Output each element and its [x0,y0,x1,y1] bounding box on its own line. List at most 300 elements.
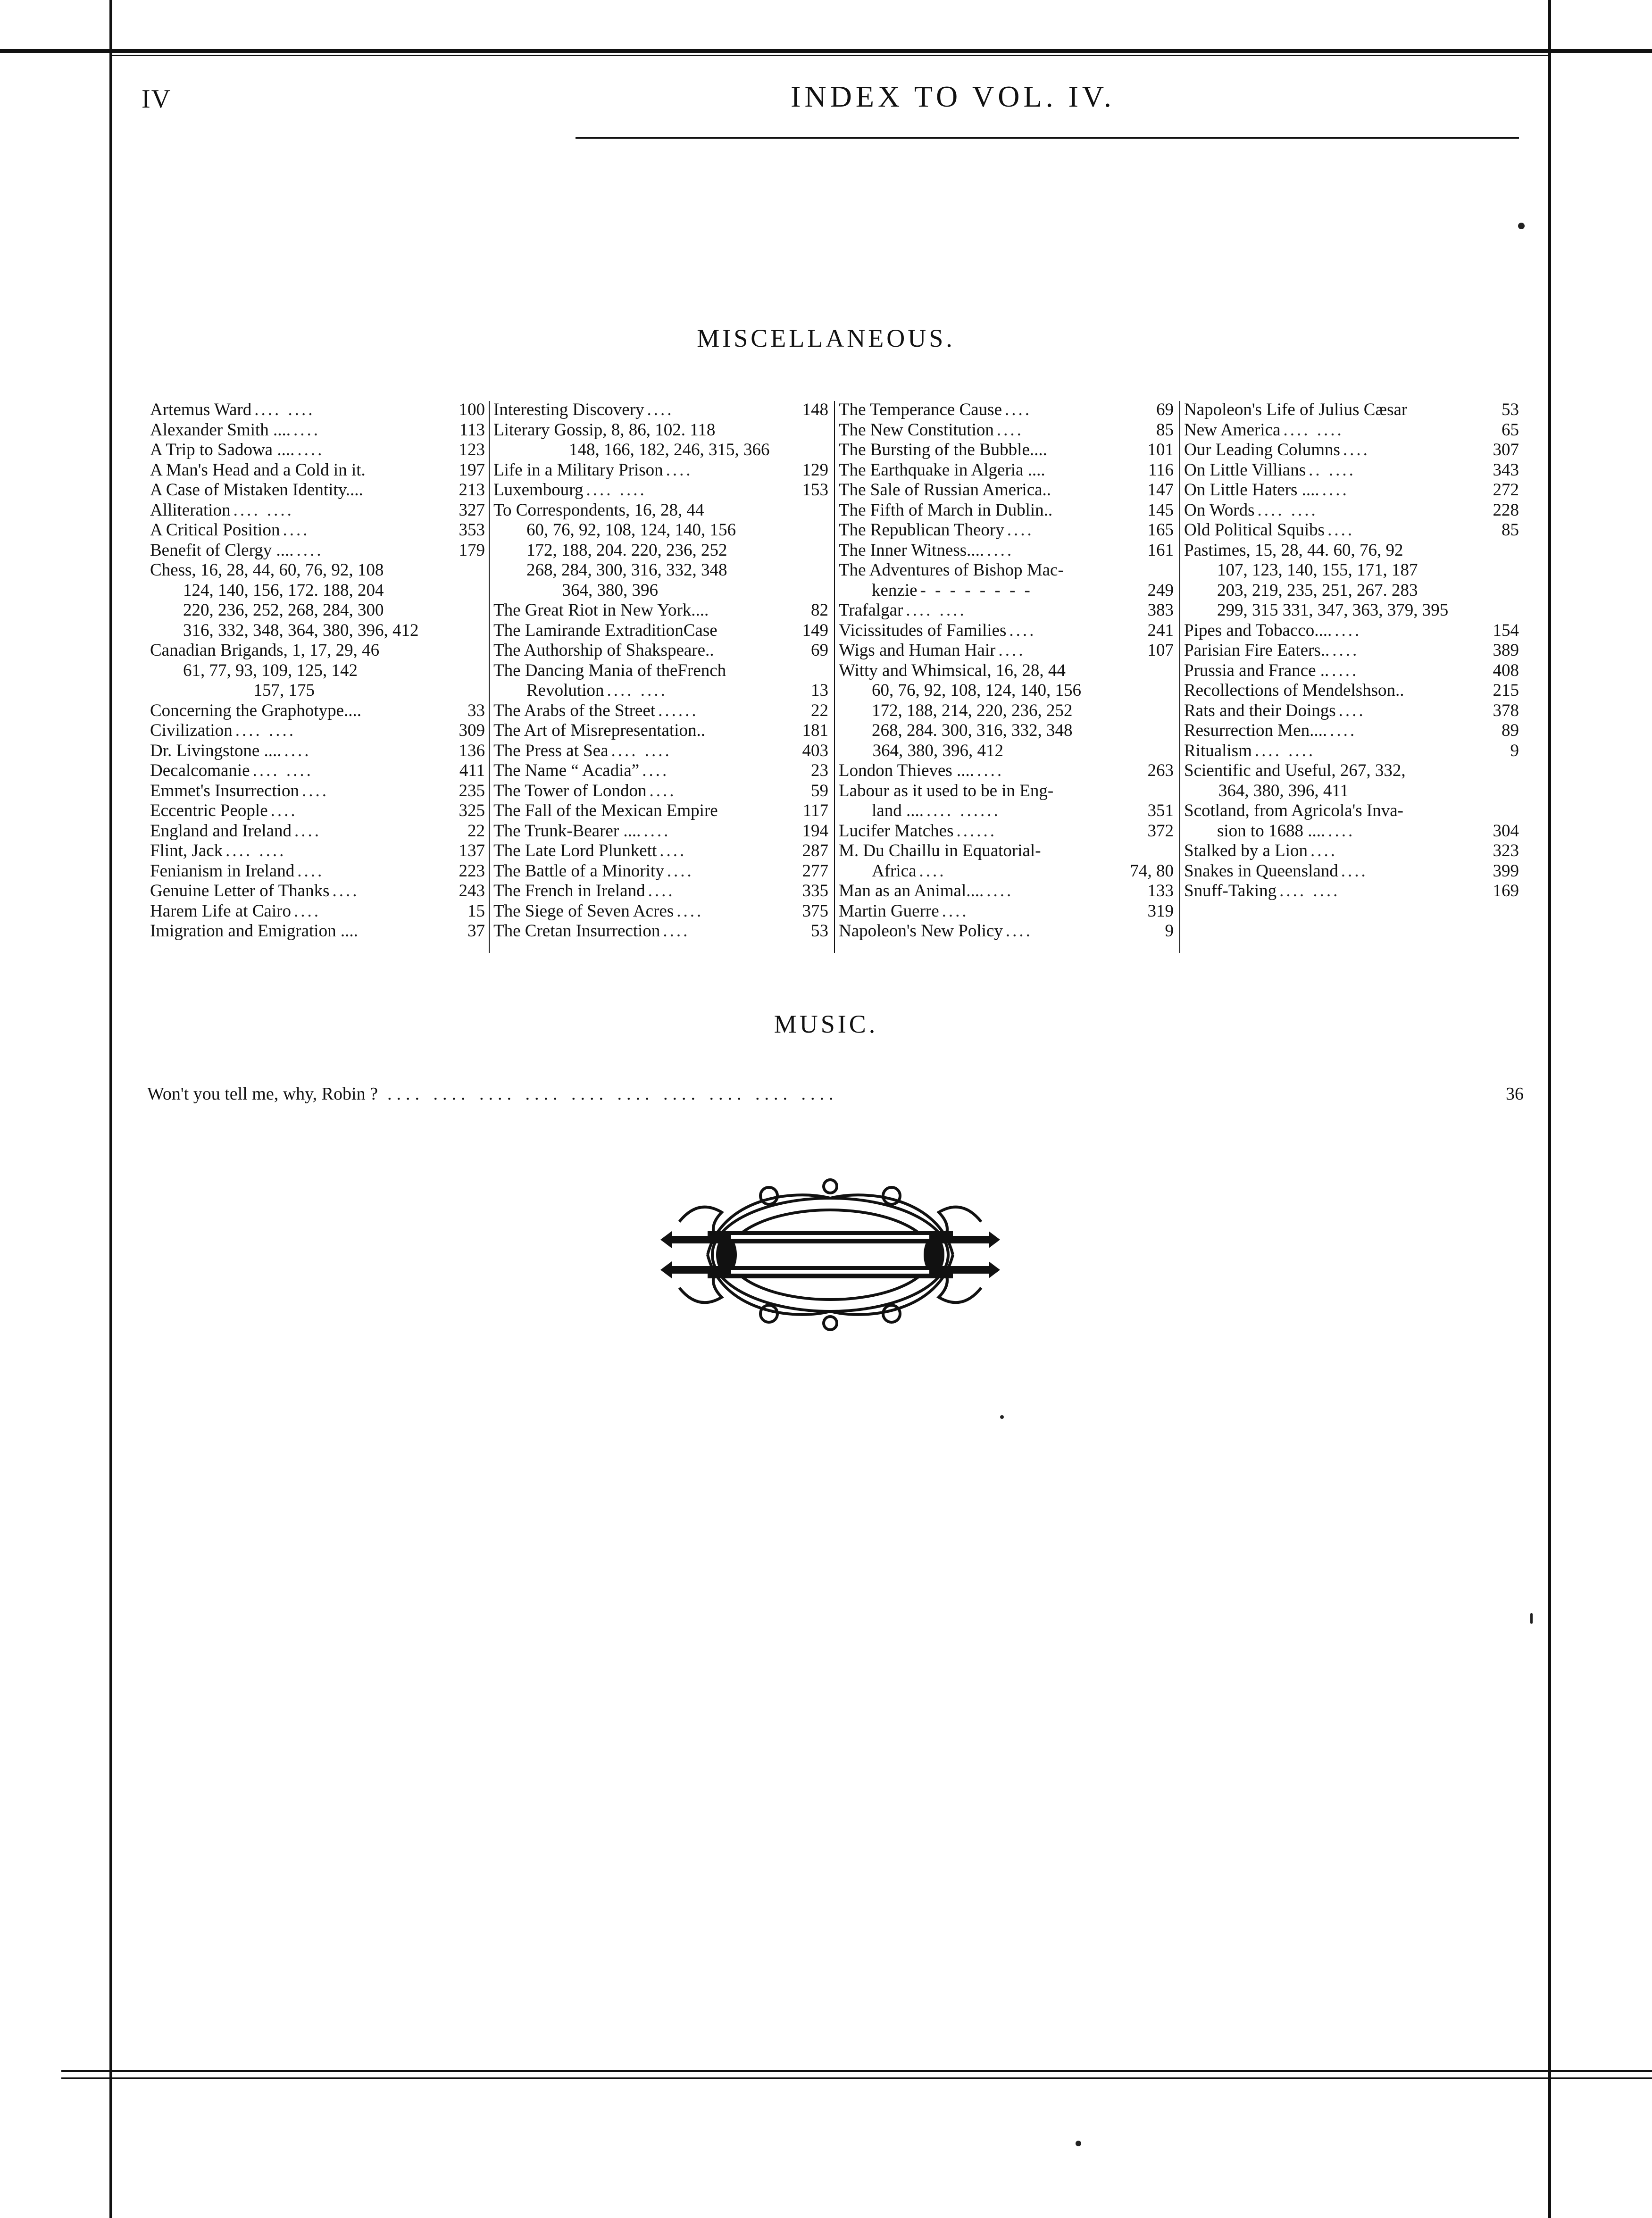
index-entry [493,581,828,601]
music-entry-title: Won't you tell me, why, Robin ? [147,1084,378,1104]
index-entry [1184,681,1519,701]
index-entry-page: 69 [811,641,828,660]
index-entry-page: 319 [1147,901,1174,921]
index-entry-page: 287 [802,841,828,860]
index-entry-page: 9 [1165,921,1174,941]
index-entry-title: The Cretan Insurrection [493,921,660,941]
index-entry-title: 203, 219, 235, 251, 267. 283 [1217,580,1418,600]
index-entry-title: Luxembourg [493,480,584,500]
index-entry-page: 277 [802,861,828,881]
index-entry [150,681,485,701]
index-entry-title: A Man's Head and a Cold in it. [150,460,366,480]
index-entry-page: 89 [1502,721,1519,740]
index-entry-page: 309 [459,721,485,740]
index-entry-title: Imigration and Emigration .... [150,921,358,941]
tailpiece-ornament [651,1170,1010,1340]
index-entry [150,901,485,922]
index-entry [150,420,485,441]
index-entry-title: Martin Guerre [839,901,939,921]
index-entry-title: Interesting Discovery [493,400,644,419]
index-entry-page: 123 [459,440,485,459]
section-title-miscellaneous: MISCELLANEOUS. [697,324,955,352]
index-entry-page: 181 [802,721,828,740]
index-entry-page: 129 [802,460,828,480]
index-entry [493,681,828,701]
index-entry-title: The Bursting of the Bubble.... [839,440,1047,459]
index-entry-page: 249 [1147,580,1174,600]
leader-dots: .... .... [254,400,315,419]
index-entry-title: Genuine Letter of Thanks [150,881,330,901]
index-entry-page: 389 [1493,641,1519,660]
leader-dots: .... [284,741,311,760]
index-entry-title: The Press at Sea [493,741,609,760]
index-entry-title: The Battle of a Minority [493,861,664,881]
index-entry [493,861,828,882]
index-entry-title: Eccentric People [150,801,268,820]
index-entry-title: Ritualism [1184,741,1252,760]
index-entry-title: The Authorship of Shakspeare.. [493,641,714,660]
index-entry-title: Harem Life at Cairo [150,901,291,921]
index-entry [1184,781,1519,801]
index-entry [493,721,828,741]
index-entry [1184,701,1519,721]
leader-dots: .... [1310,841,1338,860]
index-entry [150,841,485,861]
index-entry [839,801,1174,821]
index-entry [150,480,485,500]
leader-dots: .... [648,881,675,901]
index-entry-title: The Trunk-Bearer .... [493,821,641,841]
index-entry-title: Canadian Brigands, 1, 17, 29, 46 [150,641,380,660]
index-entry-title: The Siege of Seven Acres [493,901,674,921]
index-entry [1184,440,1519,460]
index-entry-title: 107, 123, 140, 155, 171, 187 [1217,560,1418,580]
index-entry-title: 157, 175 [253,681,315,700]
index-entry [493,500,828,521]
index-entry-title: Parisian Fire Eaters.. [1184,641,1330,660]
index-entry-title: sion to 1688 .... [1217,821,1326,841]
leader-dots: .... .... [233,500,294,520]
index-entry-title: 148, 166, 182, 246, 315, 366 [569,440,770,459]
index-entry [1184,721,1519,741]
index-entry-title: Alliteration [150,500,231,520]
index-entry-page: 307 [1493,440,1519,459]
index-entry [839,761,1174,781]
index-entry-title: Revolution [526,681,604,700]
leader-dots: .... .... [1279,881,1340,901]
index-entry-page: 327 [459,500,485,520]
index-entry-page: 153 [802,480,828,500]
index-entry-page: 235 [459,781,485,800]
index-entry [839,600,1174,621]
index-entry-title: Snuff-Taking [1184,881,1277,901]
frame-bottom-rule-inner [61,2077,1652,2079]
leader-dots: .... [1327,520,1355,540]
index-entry-title: To Correspondents, 16, 28, 44 [493,500,704,520]
index-entry-page: 343 [1493,460,1519,480]
index-entry [150,560,485,581]
index-entry-page: 69 [1156,400,1174,419]
index-entry [839,541,1174,561]
index-entry [839,861,1174,882]
print-speck [1518,223,1525,229]
leader-dots: .... [283,520,310,540]
index-entry-page: 15 [467,901,485,921]
index-entry [839,681,1174,701]
index-entry [493,921,828,942]
index-entry [1184,861,1519,882]
index-entry [839,641,1174,661]
index-entry [493,761,828,781]
leader-dots: .... [297,440,325,459]
index-entry [839,500,1174,521]
index-entry [1184,460,1519,481]
index-entry [493,560,828,581]
index-entry-page: 117 [802,801,828,820]
index-entry [493,600,828,621]
index-column-1 [150,400,485,942]
index-entry-page: 383 [1147,600,1174,620]
index-entry-title: Literary Gossip, 8, 86, 102. 118 [493,420,716,440]
index-entry-title: The Sale of Russian America.. [839,480,1051,500]
index-entry [1184,541,1519,561]
index-entry [493,520,828,541]
index-entry [1184,661,1519,681]
index-entry [150,661,485,681]
index-entry-title: The Fall of the Mexican Empire [493,801,718,820]
index-entry-title: Vicissitudes of Families [839,620,1007,640]
index-entry [493,901,828,922]
index-entry-title: The Late Lord Plunkett [493,841,657,860]
index-entry [1184,480,1519,500]
index-entry-page: 351 [1147,801,1174,820]
leader-dots: .... [1005,400,1032,419]
index-entry [839,420,1174,441]
index-entry-title: The Inner Witness.... [839,540,985,560]
index-entry [150,541,485,561]
index-entry [1184,801,1519,821]
print-speck [1530,1613,1533,1624]
index-entry [839,741,1174,761]
index-entry-page: 85 [1502,520,1519,540]
index-entry [1184,600,1519,621]
index-entry [839,480,1174,500]
leader-dots: .... [986,881,1014,901]
index-entry-title: The Earthquake in Algeria .... [839,460,1045,480]
index-entry-title: Scientific and Useful, 267, 332, [1184,761,1406,780]
index-entry [839,560,1174,581]
index-entry-title: New America [1184,420,1281,440]
index-entry-page: 85 [1156,420,1174,440]
leader-dots: .... .... [225,841,286,860]
leader-dots: .... ...... [926,801,1001,820]
index-entry-title: Our Leading Columns [1184,440,1340,459]
index-entry-title: The Republican Theory [839,520,1004,540]
index-entry-page: 272 [1493,480,1519,500]
index-entry [150,781,485,801]
index-entry-title: Civilization [150,721,233,740]
index-entry-page: 101 [1147,440,1174,459]
index-entry [493,641,828,661]
index-entry-title: On Words [1184,500,1255,520]
index-entry [839,921,1174,942]
index-entry [150,500,485,521]
index-entry-title: kenzie [872,580,918,600]
index-entry-title: Recollections of Mendelshson.. [1184,681,1404,700]
index-entry [493,400,828,420]
index-entry-title: Concerning the Graphotype.... [150,700,361,720]
index-entry-page: 165 [1147,520,1174,540]
index-entry-page: 100 [459,400,485,419]
leader-dots: .... [332,881,359,901]
index-entry [839,400,1174,420]
index-entry [839,901,1174,922]
index-entry-page: 74, 80 [1130,861,1174,881]
index-entry-page: 9 [1510,741,1519,760]
index-entry-page: 53 [811,921,828,941]
index-entry [1184,741,1519,761]
index-entry-title: 220, 236, 252, 268, 284, 300 [183,600,384,620]
index-entry [493,460,828,481]
leader-dots: .... [649,781,676,800]
index-entry-title: 364, 380, 396, 411 [1218,781,1349,800]
index-entry [839,460,1174,481]
index-entry [493,821,828,842]
index-entry [150,801,485,821]
index-entry-title: The New Constitution [839,420,994,440]
leader-dots: .. .... [1309,460,1356,480]
leader-dots: .... [643,821,671,841]
page-number: IV [142,84,172,114]
print-speck [1076,2141,1081,2146]
index-entry [150,460,485,481]
index-entry-title: Pipes and Tobacco.... [1184,620,1332,640]
index-entry [839,841,1174,861]
index-entry-title: Napoleon's New Policy [839,921,1003,941]
index-entry-page: 116 [1148,460,1174,480]
index-entry-page: 408 [1493,660,1519,680]
index-entry-page: 325 [459,801,485,820]
leader-dots: .... [977,761,1004,780]
index-entry-title: Africa [872,861,917,881]
index-entry-title: A Critical Position [150,520,280,540]
leader-dots: .... .... .... .... .... .... .... .... .... .... [387,1084,838,1104]
index-entry-title: The Fifth of March in Dublin.. [839,500,1053,520]
index-entry [493,621,828,641]
leader-dots: .... [294,821,321,841]
index-entry-page: 65 [1502,420,1519,440]
index-entry-title: The French in Ireland [493,881,645,901]
leader-dots: .... [996,420,1024,440]
index-entry [150,741,485,761]
index-entry-title: The Dancing Mania of theFrench [493,660,726,680]
index-entry-title: 61, 77, 93, 109, 125, 142 [183,660,358,680]
index-entry [1184,500,1519,521]
index-entry [839,581,1174,601]
index-entry [150,721,485,741]
leader-dots: .... .... [906,600,967,620]
leader-dots: .... [1009,620,1036,640]
index-entry-title: Man as an Animal.... [839,881,984,901]
index-entry-title: Stalked by a Lion [1184,841,1308,860]
index-entry [493,440,828,460]
index-entry-title: 60, 76, 92, 108, 124, 140, 156 [872,681,1081,700]
column-divider [489,401,490,953]
index-entry [839,520,1174,541]
leader-dots: .... [1332,660,1359,680]
index-entry [839,881,1174,901]
index-entry [1184,881,1519,901]
index-entry [150,440,485,460]
leader-dots: .... .... [611,741,672,760]
index-entry-page: 133 [1147,881,1174,901]
index-entry-title: Witty and Whimsical, 16, 28, 44 [839,660,1066,680]
leader-dots: .... [647,400,674,419]
index-entry-page: 323 [1493,841,1519,860]
leader-dots: .... [297,861,325,881]
index-entry-title: On Little Villians [1184,460,1306,480]
section-title-music: MUSIC. [774,1010,878,1038]
index-entry [493,781,828,801]
index-entry [839,701,1174,721]
column-divider [1179,401,1180,953]
index-entry-page: 59 [811,781,828,800]
index-entry-title: M. Du Chaillu in Equatorial- [839,841,1041,860]
index-entry-title: The Great Riot in New York.... [493,600,709,620]
index-entry-page: 378 [1493,700,1519,720]
leader-dots: .... .... [607,681,667,700]
index-entry-page: 243 [459,881,485,901]
index-entry [1184,761,1519,781]
index-entry [839,661,1174,681]
music-entry [147,1084,1524,1104]
index-entry-page: 179 [459,540,485,560]
index-entry-page: 263 [1147,761,1174,780]
index-column-2 [493,400,828,942]
index-entry-page: 399 [1493,861,1519,881]
leader-dots: .... [676,901,704,921]
index-entry-title: A Case of Mistaken Identity.... [150,480,363,500]
leader-dots: .... [293,420,321,440]
index-entry-title: The Adventures of Bishop Mac- [839,560,1064,580]
leader-dots: .... [1322,480,1349,500]
leader-dots: .... [293,901,321,921]
index-entry-title: Snakes in Queensland [1184,861,1338,881]
index-entry-title: Resurrection Men.... [1184,721,1327,740]
index-entry [150,400,485,420]
index-entry-page: 215 [1493,681,1519,700]
index-entry [1184,821,1519,842]
frame-bottom-rule [61,2070,1652,2072]
index-entry-title: Benefit of Clergy .... [150,540,294,560]
index-entry-title: 268, 284, 300, 316, 332, 348 [526,560,727,580]
index-entry-page: 33 [467,700,485,720]
index-entry [839,821,1174,842]
index-entry [493,841,828,861]
index-entry-page: 53 [1502,400,1519,419]
index-entry-page: 403 [802,741,828,760]
index-entry-page: 22 [467,821,485,841]
index-entry [493,420,828,441]
index-entry-title: Emmet's Insurrection [150,781,299,800]
leader-dots: .... [666,460,693,480]
leader-dots: .... [1005,921,1033,941]
index-entry [839,781,1174,801]
index-entry [493,701,828,721]
index-entry-title: 60, 76, 92, 108, 124, 140, 156 [526,520,736,540]
index-entry-title: The Name “ Acadia” [493,761,640,780]
print-speck [1000,1415,1004,1419]
index-entry-title: Flint, Jack [150,841,223,860]
index-entry-title: A Trip to Sadowa .... [150,440,295,459]
index-entry [150,641,485,661]
index-column-3 [839,400,1174,942]
index-entry-title: land .... [872,801,924,820]
index-entry-page: 147 [1147,480,1174,500]
leader-dots: .... [919,861,946,881]
index-entry-title: 299, 315 331, 347, 363, 379, 395 [1217,600,1449,620]
index-entry-page: 136 [459,741,485,760]
index-entry-page: 223 [459,861,485,881]
leader-dots: .... .... [586,480,647,500]
index-entry [1184,841,1519,861]
index-entry-page: 169 [1493,881,1519,901]
index-entry [493,741,828,761]
index-entry-title: Fenianism in Ireland [150,861,295,881]
leader-dots: .... [1341,861,1368,881]
index-entry-page: 228 [1493,500,1519,520]
leader-dots: .... [1330,721,1357,740]
index-entry-page: 335 [802,881,828,901]
index-entry-page: 411 [459,761,485,780]
leader-dots: .... .... [235,721,296,740]
index-entry [839,440,1174,460]
index-entry-title: England and Ireland [150,821,292,841]
index-entry-title: Old Political Squibs [1184,520,1325,540]
index-entry-title: On Little Haters .... [1184,480,1319,500]
index-entry [150,881,485,901]
index-entry-title: 172, 188, 214, 220, 236, 252 [872,700,1073,720]
header-underline [576,137,1519,139]
leader-dots: .... [1335,620,1362,640]
index-column-4 [1184,400,1519,901]
index-entry [150,520,485,541]
index-entry-title: 172, 188, 204. 220, 236, 252 [526,540,727,560]
frame-top-rule [0,49,1652,53]
index-entry-title: 124, 140, 156, 172. 188, 204 [183,580,384,600]
index-entry [493,480,828,500]
index-entry-page: 113 [459,420,485,440]
index-entry [150,921,485,942]
index-entry-title: Wigs and Human Hair [839,641,996,660]
running-head: INDEX TO VOL. IV. [791,80,1115,113]
index-entry [493,801,828,821]
index-entry [493,541,828,561]
index-entry [150,701,485,721]
leader-dots: .... [1007,520,1034,540]
index-entry [1184,520,1519,541]
index-entry-title: Pastimes, 15, 28, 44. 60, 76, 92 [1184,540,1403,560]
index-entry [493,661,828,681]
index-entry [1184,420,1519,441]
index-entry-title: 364, 380, 396 [562,580,658,600]
leader-dots: ...... [956,821,997,841]
index-entry-title: Napoleon's Life of Julius Cæsar [1184,400,1408,419]
leader-dots: - - - - - - - - [920,580,1033,600]
index-entry-page: 197 [459,460,485,480]
index-entry [150,600,485,621]
index-entry-title: 364, 380, 396, 412 [872,741,1003,760]
